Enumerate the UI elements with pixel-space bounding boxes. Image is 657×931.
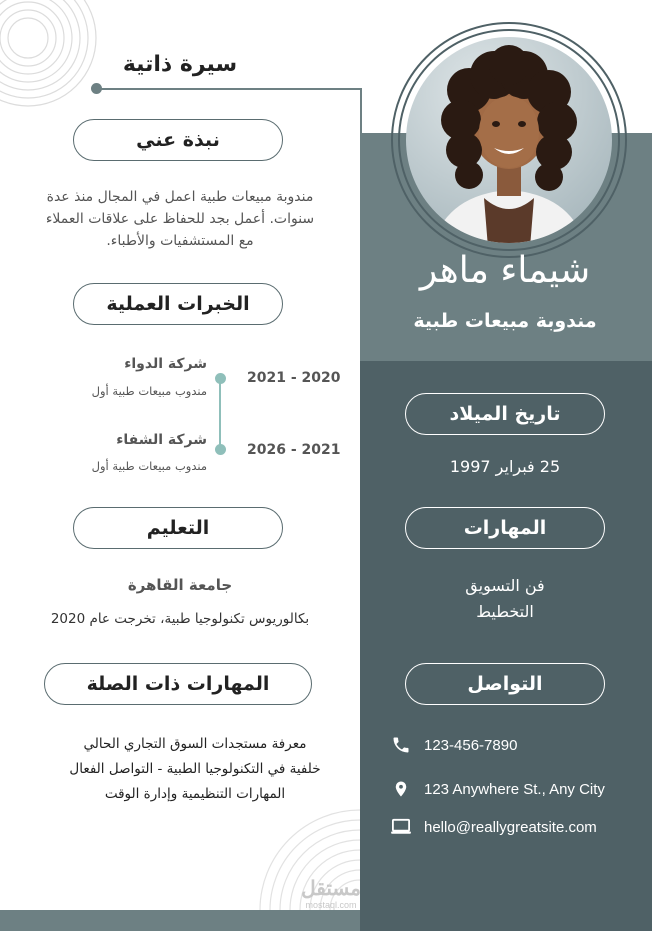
- related-skill-item: معرفة مستجدات السوق التجاري الحالي: [83, 736, 307, 752]
- contact-phone[interactable]: 123-456-7890: [424, 736, 518, 754]
- contact-address: 123 Anywhere St., Any City: [424, 780, 605, 798]
- contact-email[interactable]: hello@reallygreatsite.com: [424, 818, 597, 836]
- birth-heading: تاريخ الميلاد: [405, 393, 605, 435]
- skill-item: التخطيط: [476, 602, 534, 621]
- watermark-logo: [286, 878, 376, 910]
- related-skill-item: المهارات التنظيمية وإدارة الوقت: [104, 786, 286, 802]
- profile-name: شيماء ماهر: [419, 250, 591, 291]
- contact-address-row: [390, 778, 605, 800]
- skill-item: فن التسويق: [465, 576, 545, 595]
- job-years: 2021 - 2020: [247, 370, 341, 386]
- location-pin-icon: [390, 778, 412, 800]
- profile-photo: [389, 20, 629, 260]
- job-company: شركة الدواء: [124, 356, 207, 372]
- contact-email-row: [390, 816, 597, 838]
- title-dot: [91, 83, 102, 94]
- profile-role: مندوبة مبيعات طبية: [413, 310, 597, 332]
- job-company: شركة الشفاء: [116, 432, 207, 448]
- related-skills-list: [50, 732, 340, 807]
- experience-heading: الخبرات العملية: [73, 283, 283, 325]
- watermark-text: مستقل: [301, 878, 361, 900]
- title-underline: [96, 88, 362, 90]
- related-skill-item: خلفية في التكنولوجيا الطبية - التواصل الفعال: [69, 761, 321, 777]
- details-panel: [360, 361, 652, 931]
- footer-bar: [0, 910, 360, 931]
- watermark-url: mostaql.com: [305, 900, 357, 910]
- education-school: جامعة القاهرة: [127, 576, 233, 594]
- timeline-dot: [215, 444, 226, 455]
- education-degree: بكالوريوس تكنولوجيا طبية، تخرجت عام 2020: [50, 611, 310, 627]
- laptop-icon: [390, 816, 412, 838]
- skills-heading: المهارات: [405, 507, 605, 549]
- related-skills-heading: المهارات ذات الصلة: [44, 663, 312, 705]
- job-years: 2026 - 2021: [247, 442, 341, 458]
- title-connector-line: [360, 88, 362, 134]
- timeline-dot: [215, 373, 226, 384]
- phone-icon: [390, 734, 412, 756]
- about-line: مع المستشفيات والأطباء.: [106, 233, 254, 249]
- education-heading: التعليم: [73, 507, 283, 549]
- page-title: سيرة ذاتية: [122, 52, 238, 77]
- about-line: سنوات. أعمل بجد للحفاظ على علاقات العملاء: [45, 211, 315, 227]
- contact-heading: التواصل: [405, 663, 605, 705]
- job-role: مندوب مبيعات طبية أول: [91, 384, 207, 398]
- about-line: مندوبة مبيعات طبية اعمل في المجال منذ عدة: [46, 189, 314, 205]
- contact-phone-row: [390, 734, 517, 756]
- timeline-line: [219, 378, 221, 450]
- job-role: مندوب مبيعات طبية أول: [91, 459, 207, 473]
- about-heading: نبذة عني: [73, 119, 283, 161]
- decorative-arcs-top-left: [0, 0, 100, 110]
- birth-date: 25 فبراير 1997: [449, 457, 561, 476]
- about-text: [15, 186, 345, 252]
